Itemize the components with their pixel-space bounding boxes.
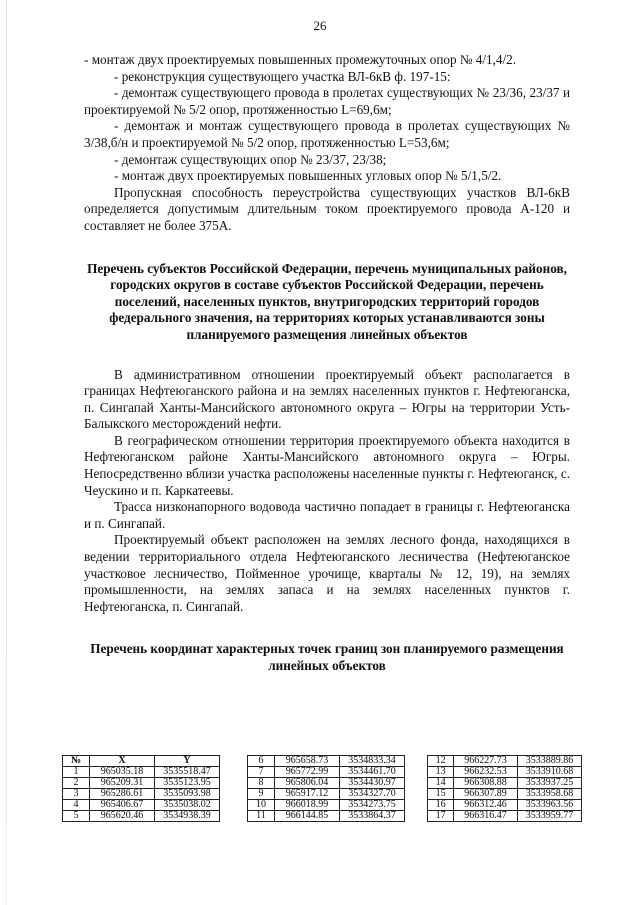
table-row [248,778,405,789]
y-coordinate-cell: 3533959.77 [517,811,581,822]
capacity-paragraph: Пропускная способность переустройства существующих участков ВЛ-6кВ определяется допустимым длительным током проектируемого провода А-120 и составляет не более 375А. [84,184,570,233]
x-coordinate-cell: 965286.61 [90,789,155,800]
y-coordinate-cell: 3535093.98 [155,789,220,800]
x-coordinate-cell: 965772.99 [275,767,340,778]
x-coordinate-cell: 965620.46 [90,811,155,822]
point-number-cell: 5 [63,811,90,822]
point-number-cell: 15 [428,789,454,800]
point-number-cell: 13 [428,767,454,778]
section-1-paragraph-4: Проектируемый объект расположен на землях лесного фонда, находящихся в ведении территориального отдела Нефтеюганского лесничества (Нефтеюганское участковое лесничество, Пойменное урочище, кварталы № 12, 19), на землях промышленности, на землях запаса и на землях населенных пунктов г. Нефтеюганска, п. Сингапай. [84,532,570,614]
table-header-cell: X [90,756,155,767]
x-coordinate-cell: 965658.73 [275,756,340,767]
y-coordinate-cell: 3535518.47 [155,767,220,778]
point-number-cell: 4 [63,800,90,811]
x-coordinate-cell: 965917.12 [275,789,340,800]
y-coordinate-cell: 3534833.34 [340,756,405,767]
table-header-cell: № [63,756,90,767]
table-row [248,756,405,767]
point-number-cell: 11 [248,811,275,822]
section-1-title: Перечень субъектов Российской Федерации, перечень муниципальных районов, городских округов в составе субъектов Российской Федерации, перечень поселений, населенных пунктов, внутригородских территорий городов федерального значения, на территориях которых устанавливаются зоны планируемого размещения линейных объектов [87,260,567,342]
x-coordinate-cell: 966232.53 [454,767,518,778]
point-number-cell: 14 [428,778,454,789]
point-number-cell: 3 [63,789,90,800]
table-row [63,811,220,822]
point-number-cell: 7 [248,767,275,778]
y-coordinate-cell: 3534430.97 [340,778,405,789]
y-coordinate-cell: 3534938.39 [155,811,220,822]
x-coordinate-cell: 965406.67 [90,800,155,811]
table-header-cell: Y [155,756,220,767]
table-row [63,778,220,789]
y-coordinate-cell: 3534461.70 [340,767,405,778]
intro-item-6: - монтаж двух проектируемых повышенных угловых опор № 5/1,5/2. [114,168,502,184]
y-coordinate-cell: 3534327.70 [340,789,405,800]
point-number-cell: 12 [428,756,454,767]
point-number-cell: 1 [63,767,90,778]
point-number-cell: 16 [428,800,454,811]
y-coordinate-cell: 3535038.02 [155,800,220,811]
point-number-cell: 8 [248,778,275,789]
y-coordinate-cell: 3533958.68 [517,789,581,800]
scan-edge [6,0,7,905]
x-coordinate-cell: 966227.73 [454,756,518,767]
y-coordinate-cell: 3534273.75 [340,800,405,811]
table-row [428,756,582,767]
point-number-cell: 9 [248,789,275,800]
x-coordinate-cell: 966316.47 [454,811,518,822]
table-row [428,800,582,811]
coordinates-table-part-1 [62,755,220,822]
y-coordinate-cell: 3533910.68 [517,767,581,778]
x-coordinate-cell: 966307.89 [454,789,518,800]
table-row [248,811,405,822]
table-row [248,800,405,811]
table-row [63,800,220,811]
intro-item-4: - демонтаж и монтаж существующего провода в пролетах существующих № 3/38,б/н и проектируемой № 5/2 опор, протяженностью L=53,6м; [84,118,570,150]
table-header-row [63,756,220,767]
y-coordinate-cell: 3535123.95 [155,778,220,789]
coordinates-table-part-3 [427,755,582,822]
section-2-title: Перечень координат характерных точек границ зон планируемого размещения линейных объектов [90,641,564,673]
table-row [428,789,582,800]
table-row [428,778,582,789]
x-coordinate-cell: 966312.46 [454,800,518,811]
point-number-cell: 6 [248,756,275,767]
section-1-paragraph-3: Трасса низконапорного водовода частично попадает в границы г. Нефтеюганска и п. Сингапай. [84,499,570,531]
intro-item-5: - демонтаж существующих опор № 23/37, 23/38; [114,151,387,167]
table-row [248,767,405,778]
section-1-paragraph-2: В географическом отношении территория проектируемого объекта находится в Нефтеюганском районе Ханты-Мансийского автономного округа – Югры. Непосредственно вблизи участка расположены населенные пункты г. Нефтеюганск, с. Чеускино и п. Каркатеевы. [84,432,570,498]
intro-item-1: - монтаж двух проектируемых повышенных промежуточных опор № 4/1,4/2. [84,52,517,67]
table-row [63,767,220,778]
x-coordinate-cell: 966144.85 [275,811,340,822]
x-coordinate-cell: 965806.04 [275,778,340,789]
table-row [248,789,405,800]
page-number: 26 [313,18,327,33]
intro-item-3: - демонтаж существующего провода в пролетах существующих № 23/36, 23/37 и проектируемой № 5/2 опор, протяженностью L=69,6м; [84,85,570,117]
x-coordinate-cell: 965035.18 [90,767,155,778]
x-coordinate-cell: 966018.99 [275,800,340,811]
table-row [428,767,582,778]
y-coordinate-cell: 3533963.56 [517,800,581,811]
point-number-cell: 10 [248,800,275,811]
section-1-paragraph-1: В административном отношении проектируемый объект располагается в границах Нефтеюганского района и на землях населенных пунктов г. Нефтеюганска, п. Сингапай Ханты-Мансийского автономного округа – Югры на территории Усть-Балыкского месторождений нефти. [84,366,570,432]
y-coordinate-cell: 3533937.25 [517,778,581,789]
point-number-cell: 17 [428,811,454,822]
x-coordinate-cell: 965209.31 [90,778,155,789]
intro-item-2: - реконструкция существующего участка ВЛ-6кВ ф. 197-15: [114,68,451,84]
y-coordinate-cell: 3533889.86 [517,756,581,767]
x-coordinate-cell: 966308.88 [454,778,518,789]
coordinates-table-part-2 [247,755,405,822]
point-number-cell: 2 [63,778,90,789]
table-row [63,789,220,800]
y-coordinate-cell: 3533864.37 [340,811,405,822]
table-row [428,811,582,822]
document-body [84,52,570,675]
